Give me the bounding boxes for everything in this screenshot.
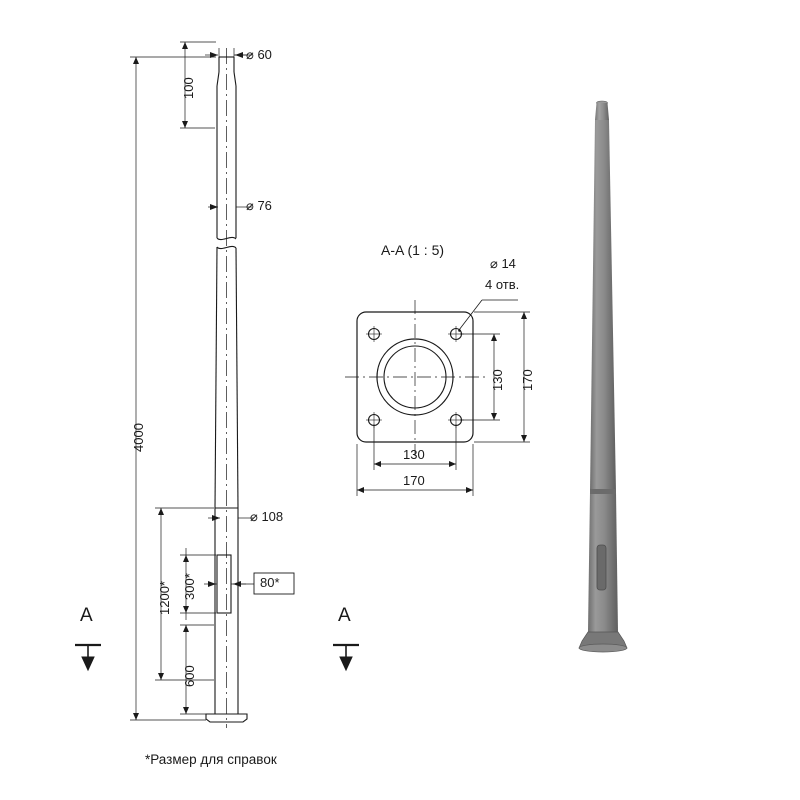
label-hatch-width: 80* (260, 575, 280, 590)
render-access-door (597, 545, 606, 590)
label-top-length: 100 (181, 77, 196, 99)
label-bottom-segment: 600 (182, 665, 197, 687)
label-bolt-pitch-vertical: 130 (490, 369, 505, 391)
section-mark-a-right (333, 645, 359, 670)
label-base-diameter: ⌀ 108 (250, 509, 284, 524)
label-section-title: A-A (1 : 5) (381, 242, 445, 258)
section-view-aa (345, 300, 530, 496)
hole-callout-leader (458, 300, 518, 332)
label-hole-count: 4 отв. (485, 277, 520, 292)
label-top-diameter: ⌀ 60 (246, 47, 272, 62)
access-door-outline (217, 555, 231, 613)
label-plate-height: 170 (520, 369, 535, 391)
label-section-mark-right: A (338, 605, 351, 626)
label-hatch-height: 300* (182, 573, 197, 600)
dim-total-height (130, 57, 216, 720)
pole-3d-render (579, 101, 627, 652)
label-mid-diameter: ⌀ 76 (246, 198, 272, 213)
label-hole-diameter: ⌀ 14 (490, 256, 516, 271)
section-mark-a-left (75, 645, 101, 670)
label-hatch-zone: 1200* (157, 581, 172, 615)
reference-note: *Размер для справок (145, 752, 277, 767)
dim-top-diameter (205, 48, 252, 60)
label-plate-width: 170 (403, 473, 425, 488)
section-centerlines (345, 300, 487, 456)
elevation-view (75, 42, 359, 728)
label-total-height: 4000 (131, 423, 146, 452)
label-section-mark-left: A (80, 605, 93, 626)
label-bolt-pitch-horizontal: 130 (403, 447, 425, 462)
